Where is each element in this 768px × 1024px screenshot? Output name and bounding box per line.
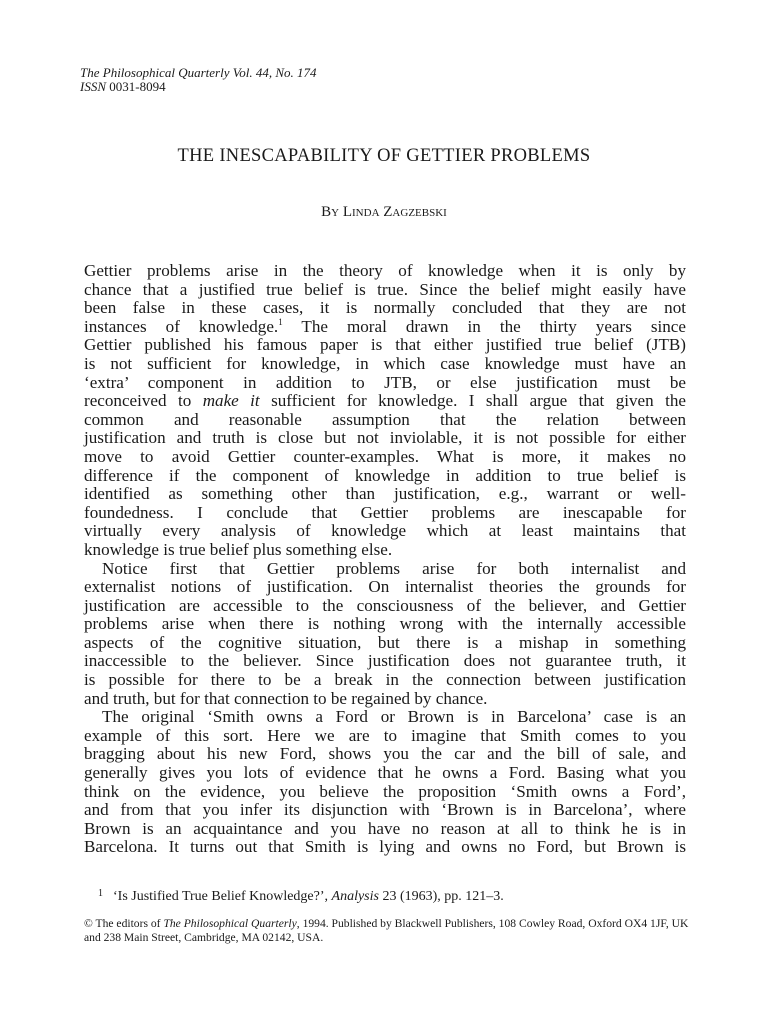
body-text-run: The moral drawn in the thirty years since: [282, 316, 686, 336]
body-line: Brown is an acquaintance and you have no reason at all to think he is in: [84, 818, 686, 838]
emphasis: make it: [202, 391, 260, 411]
body-line: chance that a justified true belief is true. Since the belief might easily have: [84, 279, 686, 299]
copyright-line: and 238 Main Street, Cambridge, MA 02142, USA.: [84, 931, 324, 944]
body-line: virtually every analysis of knowledge which at least maintains that: [84, 521, 686, 541]
body-text-run: reconceived to: [84, 391, 203, 411]
body-line: inaccessible to the believer. Since justification does not guarantee truth, it: [84, 651, 686, 671]
journal-citation: The Philosophical Quarterly Vol. 44, No. 174: [80, 65, 317, 80]
body-line: externalist notions of justification. On internalist theories the grounds for: [84, 577, 686, 597]
body-line: generally gives you lots of evidence that he owns a Ford. Basing what you: [84, 763, 686, 783]
body-line: Barcelona. It turns out that Smith is lying and owns no Ford, but Brown is: [84, 837, 686, 857]
body-line: justification are accessible to the consciousness of the believer, and Gettier: [84, 595, 686, 615]
body-line: The original ‘Smith owns a Ford or Brown is in Barcelona’ case is an: [102, 707, 686, 727]
copyright-journal: The Philosophical Quarterly: [163, 917, 297, 930]
body-line: common and reasonable assumption that the relation between: [84, 409, 686, 429]
body-line: ‘extra’ component in addition to JTB, or else justification must be: [84, 372, 686, 392]
journal-header: [80, 66, 317, 94]
body-line: and from that you infer its disjunction with ‘Brown is in Barcelona’, where: [84, 800, 686, 820]
byline-prefix: By: [321, 204, 340, 220]
body-line: and truth, but for that connection to be regained by chance.: [84, 688, 488, 708]
issn-label: ISSN: [80, 79, 106, 94]
body-line: move to avoid Gettier counter-examples. What is more, it makes no: [84, 446, 686, 466]
body-line: [84, 392, 686, 411]
body-line: Gettier problems arise in the theory of knowledge when it is only by: [84, 261, 686, 280]
body-line: Gettier published his famous paper is that either justified true belief (JTB): [84, 335, 686, 355]
copyright-text: , 1994. Published by Blackwell Publishers, 108 Cowley Road, Oxford OX4 1JF, UK: [296, 917, 689, 930]
body-text-run: sufficient for knowledge. I shall argue that given the: [259, 391, 686, 411]
copyright-line: [84, 917, 694, 931]
footnote: [98, 888, 504, 905]
body-line: bragging about his new Ford, shows you the car and the bill of sale, and: [84, 744, 686, 764]
article-body: [84, 262, 686, 857]
issn-value: 0031-8094: [109, 79, 166, 94]
body-line: is not sufficient for knowledge, in which case knowledge must have an: [84, 353, 686, 373]
body-line: aspects of the cognitive situation, but there is a mishap in something: [84, 632, 686, 652]
footnote-ref: 1: [278, 316, 283, 327]
body-line: justification and truth is close but not inviolable, it is not possible for either: [84, 428, 686, 448]
issn: [80, 80, 317, 94]
body-text-run: instances of knowledge.: [84, 316, 279, 336]
copyright-notice: [84, 917, 694, 945]
footnote-text: 23 (1963), pp. 121–3.: [378, 889, 504, 904]
body-line: think on the evidence, you believe the proposition ‘Smith owns a Ford’,: [84, 781, 686, 801]
body-line: example of this sort. Here we are to imagine that Smith comes to you: [84, 725, 686, 745]
footnote-text: ‘Is Justified True Belief Knowledge?’,: [113, 889, 332, 904]
copyright-text: © The editors of: [84, 917, 164, 930]
body-line: problems arise when there is nothing wrong with the internally accessible: [84, 614, 686, 634]
body-line: Notice first that Gettier problems arise for both internalist and: [102, 558, 686, 578]
body-line: foundedness. I conclude that Gettier problems are inescapable for: [84, 502, 686, 522]
body-line: knowledge is true belief plus something else.: [84, 539, 393, 559]
body-line: is possible for there to be a break in the connection between justification: [84, 670, 686, 690]
byline: [0, 204, 768, 221]
body-line: been false in these cases, it is normally concluded that they are not: [84, 298, 686, 318]
article-title: THE INESCAPABILITY OF GETTIER PROBLEMS: [177, 146, 591, 166]
author-name: Linda Zagzebski: [342, 204, 447, 220]
body-line: difference if the component of knowledge in addition to true belief is: [84, 465, 686, 485]
body-line: [84, 318, 686, 337]
body-line: identified as something other than justification, e.g., warrant or well-: [84, 484, 686, 504]
footnote-journal: Analysis: [331, 889, 379, 904]
footnote-number: 1: [98, 888, 103, 899]
